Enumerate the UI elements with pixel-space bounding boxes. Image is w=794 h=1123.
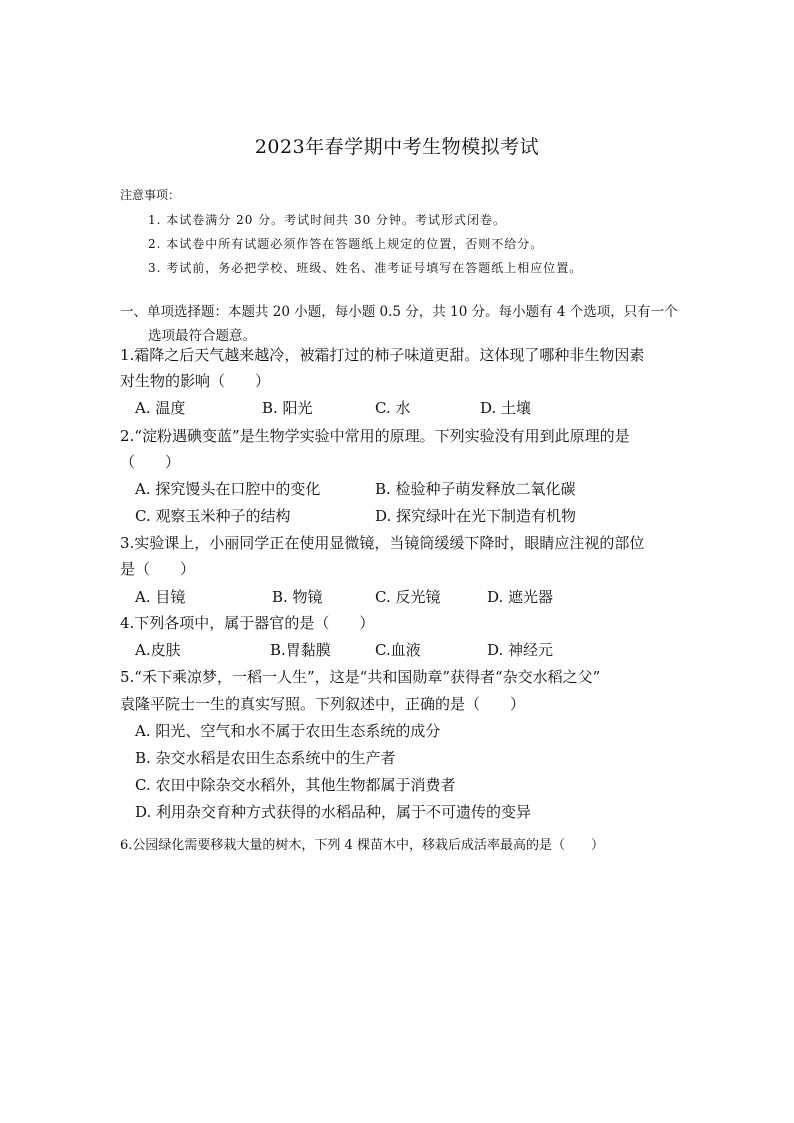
question-3-text: 3.实验课上，小丽同学正在使用显微镜，当镜筒缓缓下降时，眼睛应注视的部位 [120, 534, 645, 552]
question-5-text: 袁隆平院士一生的真实写照。下列叙述中，正确的是（ ） [120, 695, 526, 713]
question-2-text: 2.“淀粉遇碘变蓝”是生物学实验中常用的原理。下列实验没有用到此原理的是 [120, 427, 630, 445]
question-1-text: 1.霜降之后天气越来越冷，被霜打过的柿子味道更甜。这体现了哪种非生物因素 [120, 346, 645, 364]
question-3-option-c: C. 反光镜 [375, 588, 441, 606]
exam-title: 2023年春学期中考生物模拟考试 [254, 136, 540, 158]
section-heading [120, 300, 680, 348]
question-2-option-d: D. 探究绿叶在光下制造有机物 [375, 507, 577, 525]
question-4-option-a: A.皮肤 [135, 641, 181, 659]
question-3-option-a: A. 目镜 [135, 588, 186, 606]
question-2-option-a: A. 探究馒头在口腔中的变化 [135, 480, 321, 498]
notice-item: 1. 本试卷满分 20 分。考试时间共 30 分钟。考试形式闭卷。 [148, 213, 507, 227]
question-5-option-b: B. 杂交水稻是农田生态系统中的生产者 [135, 749, 396, 767]
question-5-option-c: C. 农田中除杂交水稻外，其他生物都属于消费者 [135, 776, 456, 794]
question-1-option-b: B. 阳光 [262, 399, 313, 417]
notice-item: 3. 考试前，务必把学校、班级、姓名、准考证号填写在答题纸上相应位置。 [148, 261, 583, 275]
section-heading-line: 选项最符合题意。 [148, 328, 256, 344]
question-4-option-d: D. 神经元 [487, 641, 554, 659]
question-5-option-d: D. 利用杂交育种方式获得的水稻品种，属于不可遗传的变异 [135, 803, 532, 821]
notice-heading: 注意事项： [120, 188, 181, 202]
question-2-option-c: C. 观察玉米种子的结构 [135, 507, 291, 525]
question-1-text: 对生物的影响（ ） [120, 372, 271, 390]
question-2-option-b: B. 检验种子萌发释放二氧化碳 [375, 480, 576, 498]
question-3-option-b: B. 物镜 [272, 588, 323, 606]
question-1-option-d: D. 土壤 [480, 399, 532, 417]
section-heading-line: 一、单项选择题：本题共 20 小题，每小题 0.5 分，共 10 分。每小题有 4 个选项，只有一个 [120, 304, 678, 320]
question-5-option-a: A. 阳光、空气和水不属于农田生态系统的成分 [135, 722, 441, 740]
question-3-text: 是（ ） [120, 560, 196, 578]
notice-item: 2. 本试卷中所有试题必须作答在答题纸上规定的位置，否则不给分。 [148, 237, 544, 251]
question-1-option-a: A. 温度 [135, 399, 186, 417]
question-3-option-d: D. 遮光器 [487, 588, 554, 606]
question-6-text: 6.公园绿化需要移栽大量的树木，下列 4 棵苗木中，移栽后成活率最高的是（ ） [120, 838, 604, 853]
question-1-option-c: C. 水 [375, 399, 411, 417]
question-4-text: 4.下列各项中，属于器官的是（ ） [120, 614, 375, 632]
question-5-text: 5.“禾下乘凉梦，一稻一人生”，这是“共和国勋章”获得者“杂交水稻之父” [120, 668, 601, 686]
question-4-option-c: C.血液 [375, 641, 421, 659]
question-4-option-b: B.胃黏膜 [270, 641, 331, 659]
question-2-text: （ ） [120, 453, 181, 471]
